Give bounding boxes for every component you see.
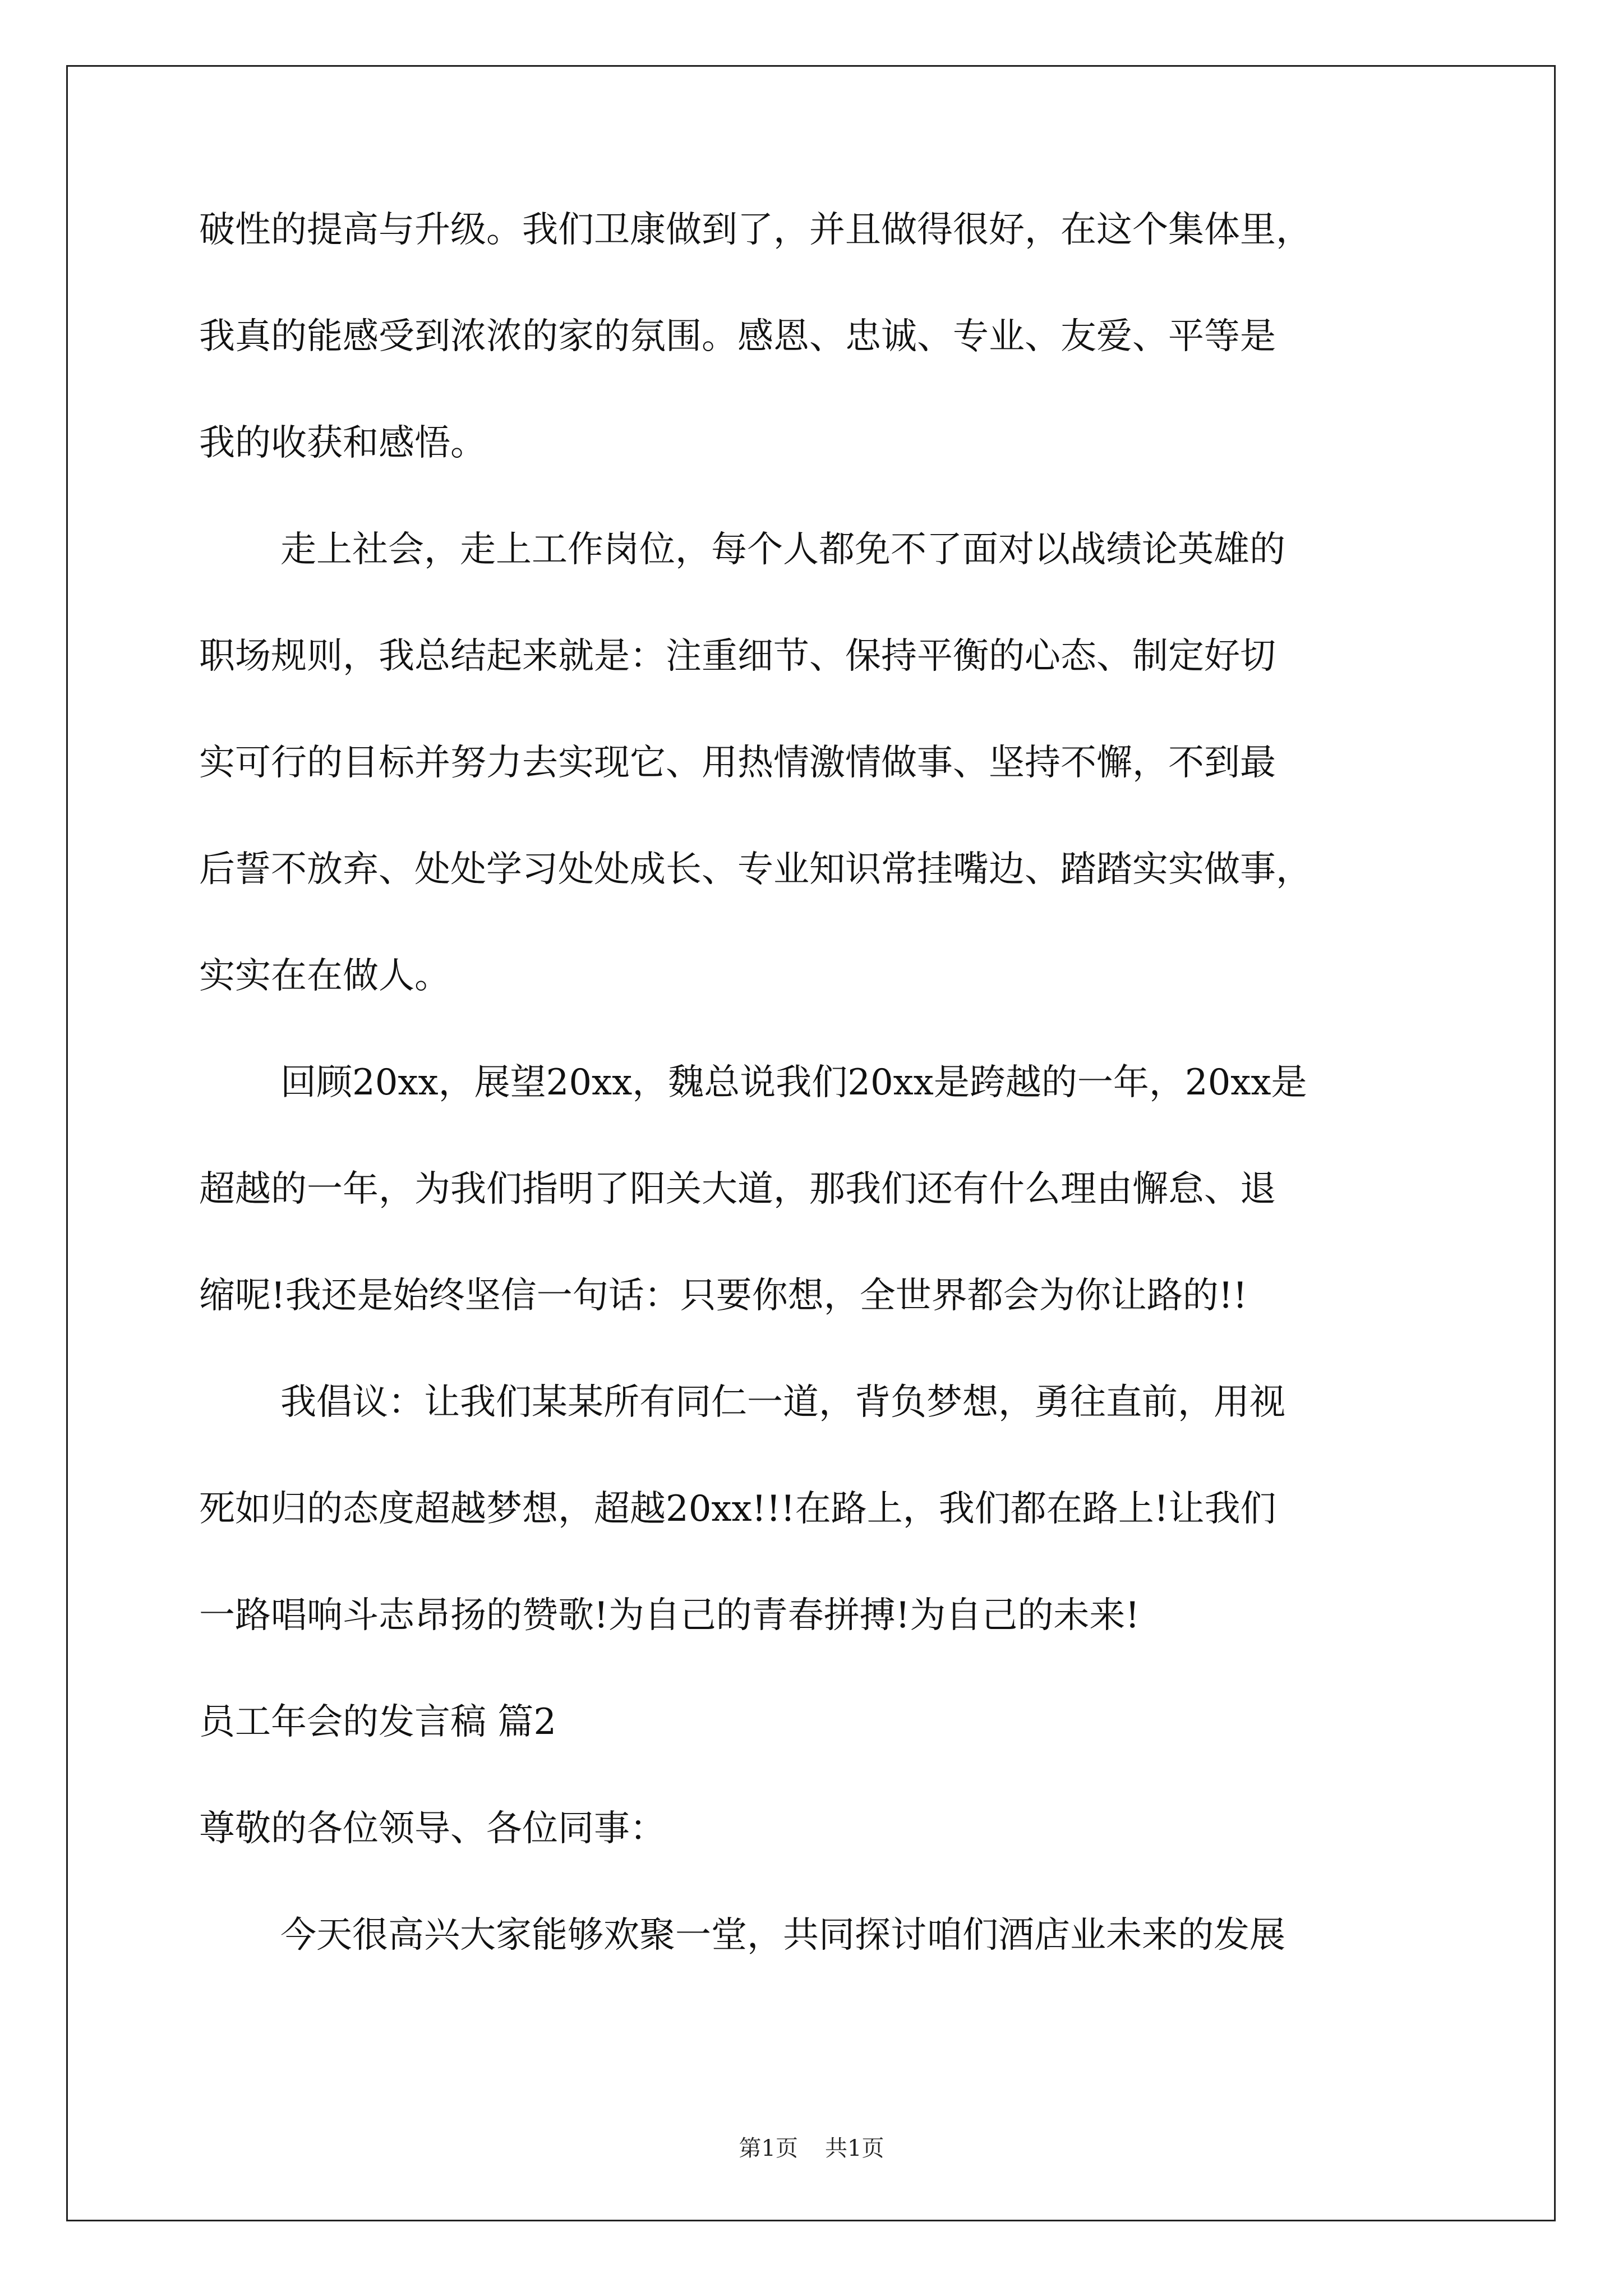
text-line: 一路唱响斗志昂扬的赞歌!为自己的青春拼搏!为自己的未来!	[199, 1595, 1140, 1636]
page-number: 第1页	[739, 2136, 798, 2161]
section-heading: 员工年会的发言稿 篇2	[199, 1701, 557, 1743]
page-frame	[66, 65, 1556, 2221]
text-line: 超越的一年，为我们指明了阳关大道，那我们还有什么理由懈怠、退	[199, 1168, 1276, 1210]
text-line: 破性的提高与升级。我们卫康做到了，并且做得很好，在这个集体里，	[199, 209, 1312, 251]
text-line: 走上社会，走上工作岗位，每个人都免不了面对以战绩论英雄的	[280, 529, 1285, 570]
text-line: 缩呢!我还是始终坚信一句话：只要你想，全世界都会为你让路的!!	[199, 1275, 1248, 1317]
text-line: 回顾20xx，展望20xx，魏总说我们20xx是跨越的一年，20xx是	[280, 1062, 1307, 1103]
text-line: 实可行的目标并努力去实现它、用热情激情做事、坚持不懈，不到最	[199, 742, 1276, 784]
text-line: 我的收获和感悟。	[199, 422, 486, 464]
text-line: 实实在在做人。	[199, 955, 450, 997]
text-line: 职场规则，我总结起来就是：注重细节、保持平衡的心态、制定好切	[199, 636, 1276, 677]
page-footer	[0, 2134, 1623, 2162]
text-line: 死如归的态度超越梦想，超越20xx!!!在路上，我们都在路上!让我们	[199, 1488, 1276, 1530]
text-line: 我真的能感受到浓浓的家的氛围。感恩、忠诚、专业、友爱、平等是	[199, 316, 1276, 357]
text-line: 今天很高兴大家能够欢聚一堂，共同探讨咱们酒店业未来的发展	[280, 1915, 1285, 1956]
text-line: 后誓不放弃、处处学习处处成长、专业知识常挂嘴边、踏踏实实做事，	[199, 849, 1312, 890]
salutation: 尊敬的各位领导、各位同事：	[199, 1808, 666, 1849]
text-line: 我倡议：让我们某某所有同仁一道，背负梦想，勇往直前，用视	[280, 1382, 1285, 1423]
page-total: 共1页	[825, 2136, 884, 2161]
